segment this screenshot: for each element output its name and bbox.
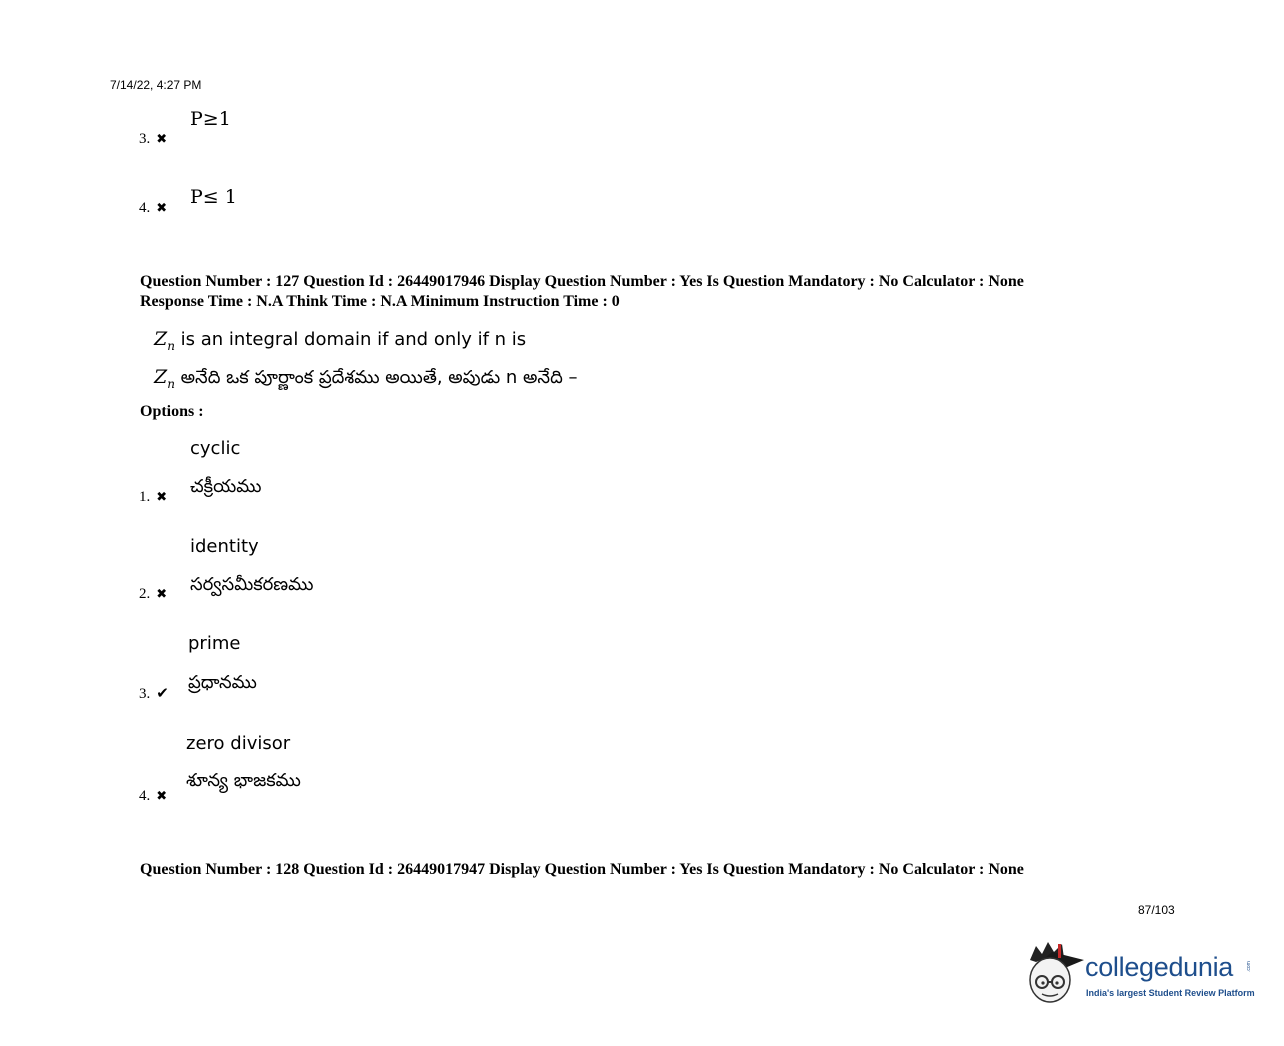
option-text: P≤ 1 [190, 186, 237, 208]
option-number [139, 586, 167, 603]
math-variable: $Z_n$ [154, 366, 175, 391]
question-text-te: అనేది ఒక పూర్ణాంక ప్రదేశము అయితే, అపుడు n అనేది – [174, 367, 578, 388]
option-text-telugu: చక్రీయము [190, 476, 262, 497]
option-text-english: cyclic [190, 438, 241, 459]
svg-text:.com: .com [1246, 961, 1252, 972]
logo-brand-text: collegedunia [1085, 952, 1234, 982]
option-text-english: prime [188, 633, 241, 654]
option-number [139, 200, 167, 217]
option-number [139, 788, 167, 805]
option-text: P≥1 [190, 108, 231, 130]
question-text-english [154, 328, 526, 353]
question-meta-line1: Question Number : 128 Question Id : 26449017947 Display Question Number : Yes Is Question Mandatory : No Calculator : None [140, 861, 1024, 878]
option-text-telugu: శూన్య భాజకము [186, 770, 301, 791]
option-text-english: zero divisor [186, 733, 291, 754]
option-number-label: 2. [139, 586, 151, 602]
option-text-telugu: ప్రధానము [188, 672, 257, 693]
option-text-english: identity [190, 536, 259, 557]
cross-icon: ✖ [156, 586, 168, 601]
option-number [139, 131, 167, 148]
options-label: Options : [140, 403, 204, 420]
option-number [139, 489, 167, 506]
question-meta-line1: Question Number : 127 Question Id : 26449017946 Display Question Number : Yes Is Question Mandatory : No Calculator : None [140, 273, 1024, 290]
option-number-label: 3. [139, 686, 151, 702]
cross-icon: ✖ [156, 788, 168, 803]
logo-tagline: India's largest Student Review Platform [1086, 988, 1255, 998]
question-text-telugu [154, 366, 578, 392]
option-number [139, 684, 169, 703]
option-text-telugu: సర్వసమీకరణము [190, 574, 314, 595]
check-icon: ✔ [156, 686, 169, 702]
option-number-label: 1. [139, 489, 151, 505]
option-number-label: 4. [139, 788, 151, 804]
option-number-label: 4. [139, 200, 151, 216]
option-number-label: 3. [139, 131, 151, 147]
page-number: 87/103 [1138, 903, 1175, 917]
cross-icon: ✖ [156, 489, 168, 504]
cross-icon: ✖ [156, 131, 168, 146]
print-timestamp: 7/14/22, 4:27 PM [110, 78, 202, 92]
question-text-en: is an integral domain if and only if n is [174, 329, 527, 350]
question-meta-line2: Response Time : N.A Think Time : N.A Minimum Instruction Time : 0 [140, 293, 620, 310]
cross-icon: ✖ [156, 200, 168, 215]
math-variable: $Z_n$ [154, 328, 175, 353]
